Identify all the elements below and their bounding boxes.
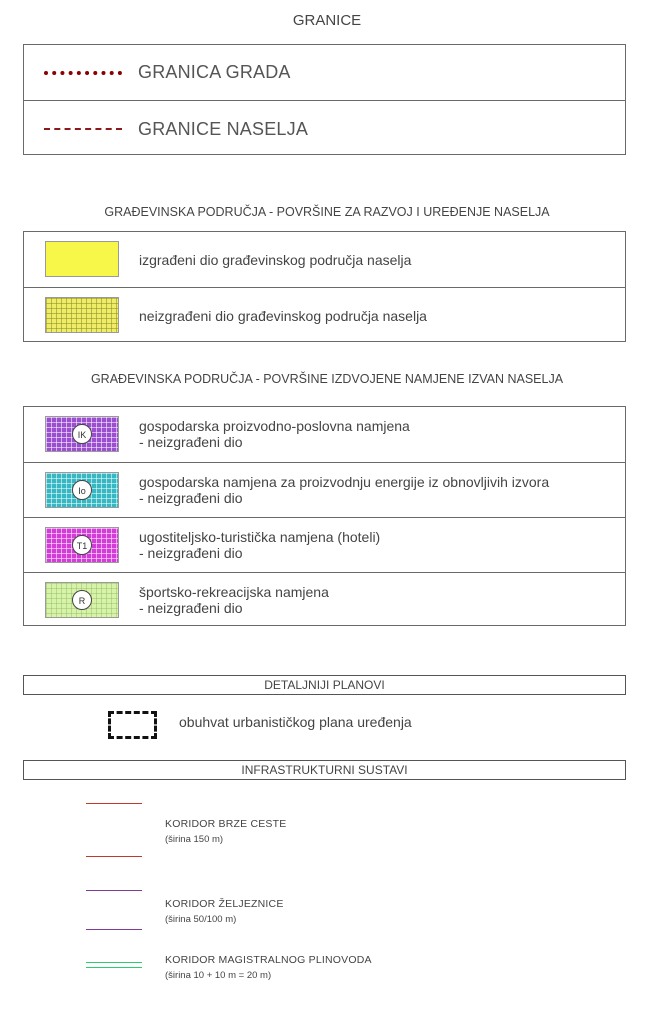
legend-row [24,572,625,627]
zone-code-badge: IK [72,424,92,444]
legend-label: GRANICA GRADA [138,62,291,82]
legend-sublabel: (širina 10 + 10 m = 20 m) [165,970,272,981]
legend-row [24,462,625,517]
legend-row [24,287,625,342]
settlement-box [23,231,626,342]
legend-label: športsko-rekreacijska namjena - neizgrađeni dio [139,584,329,616]
city-boundary-line-icon [44,71,122,75]
legend-row [24,232,625,287]
cyan-swatch-icon [45,472,119,508]
zone-code-badge: Io [72,480,92,500]
legend-label: ugostiteljsko-turistička namjena (hoteli) - neizgrađeni dio [139,529,381,561]
legend-row-granice-naselja [24,100,625,155]
legend-row [24,407,625,462]
granice-title: GRANICE [292,12,362,29]
legend-label: GRANICE NASELJA [138,119,309,139]
granice-box [23,44,626,155]
legend-label: gospodarska namjena za proizvodnju energije iz obnovljivih izvora - neizgrađeni dio [139,474,550,506]
outside-section-title: GRAĐEVINSKA PODRUČJA - POVRŠINE IZDVOJENE NAMJENE IZVAN NASELJA [90,372,564,386]
legend-sublabel: (širina 150 m) [165,834,224,845]
outside-box [23,406,626,626]
gas-pipeline-line-icon [86,962,142,963]
road-corridor-line-icon [86,803,142,804]
legend-label: KORIDOR BRZE CESTE [165,818,287,830]
legend-label: izgrađeni dio građevinskog područja naselja [139,252,412,268]
railway-corridor-line-icon [86,890,142,891]
yellow-swatch-icon [45,241,119,277]
plan-boundary-icon [108,711,157,739]
infrastructure-title: INFRASTRUKTURNI SUSTAVI [23,760,626,780]
legend-label: neizgrađeni dio građevinskog područja naselja [139,308,427,324]
legend-row [24,517,625,572]
green-swatch-icon [45,582,119,618]
legend-row-granica-grada [24,45,625,100]
zone-code-badge: T1 [72,535,92,555]
detailed-plans-title: DETALJNIJI PLANOVI [23,675,626,695]
magenta-swatch-icon [45,527,119,563]
settlement-section-title: GRAĐEVINSKA PODRUČJA - POVRŠINE ZA RAZVOJ I UREĐENJE NASELJA [104,205,550,219]
zone-code-badge: R [72,590,92,610]
legend-label: gospodarska proizvodno-poslovna namjena - neizgrađeni dio [139,418,410,450]
legend-label: KORIDOR ŽELJEZNICE [165,898,284,910]
settlement-boundary-line-icon [44,128,122,130]
legend-label: obuhvat urbanističkog plana uređenja [179,714,412,730]
legend-sublabel: (širina 50/100 m) [165,914,237,925]
yellow-grid-swatch-icon [45,297,119,333]
legend-label: KORIDOR MAGISTRALNOG PLINOVODA [165,954,372,966]
railway-corridor-line-icon [86,929,142,930]
gas-pipeline-line-icon [86,967,142,968]
road-corridor-line-icon [86,856,142,857]
purple-swatch-icon [45,416,119,452]
